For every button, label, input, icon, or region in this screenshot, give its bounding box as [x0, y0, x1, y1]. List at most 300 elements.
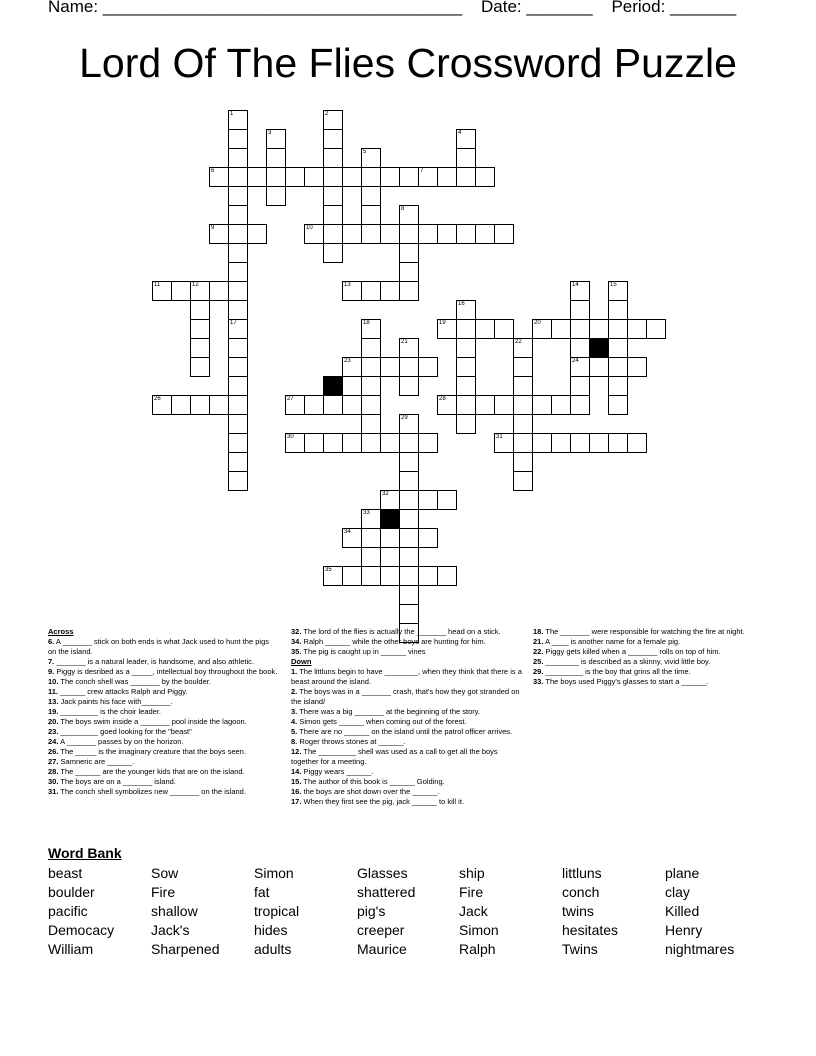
grid-cell[interactable]	[437, 566, 457, 586]
grid-cell[interactable]	[456, 414, 476, 434]
clue-number: 25	[325, 377, 332, 383]
grid-cell[interactable]	[437, 395, 457, 415]
clue-number: 19	[439, 320, 446, 326]
grid-cell[interactable]	[323, 186, 343, 206]
grid-cell[interactable]	[380, 167, 400, 187]
grid-cell[interactable]	[399, 167, 419, 187]
grid-cell[interactable]	[551, 433, 571, 453]
word-bank-word: Sharpened	[151, 941, 220, 957]
grid-cell[interactable]	[399, 509, 419, 529]
grid-cell[interactable]	[399, 414, 419, 434]
clue-item	[48, 717, 278, 727]
grid-cell[interactable]	[570, 319, 590, 339]
clue-item	[291, 787, 523, 797]
grid-cell[interactable]	[608, 395, 628, 415]
grid-cell[interactable]	[456, 167, 476, 187]
word-bank-word: hesitates	[562, 922, 619, 938]
grid-cell[interactable]	[342, 167, 362, 187]
grid-cell[interactable]	[228, 452, 248, 472]
clue-number: 24	[572, 358, 579, 364]
grid-cell[interactable]	[247, 224, 267, 244]
grid-cell[interactable]	[513, 338, 533, 358]
grid-cell[interactable]	[152, 281, 172, 301]
grid-cell[interactable]	[342, 224, 362, 244]
clue-item	[533, 637, 765, 647]
grid-cell[interactable]	[228, 205, 248, 225]
clue-item	[533, 657, 765, 667]
grid-cell[interactable]	[570, 338, 590, 358]
clue-number-label: 8.	[291, 737, 298, 746]
clue-text: The boys are on a _______ island.	[58, 777, 176, 786]
clue-number: 18	[363, 320, 370, 326]
grid-cell[interactable]	[228, 338, 248, 358]
grid-cell[interactable]	[190, 357, 210, 377]
grid-cell[interactable]	[228, 110, 248, 130]
grid-cell[interactable]	[456, 224, 476, 244]
word-bank-word: Maurice	[357, 941, 407, 957]
grid-cell[interactable]	[456, 319, 476, 339]
grid-cell[interactable]	[418, 167, 438, 187]
grid-cell[interactable]	[456, 376, 476, 396]
clue-item	[291, 647, 523, 657]
clue-number-label: 25.	[533, 657, 544, 666]
grid-cell[interactable]	[399, 452, 419, 472]
grid-cell[interactable]	[380, 490, 400, 510]
grid-cell[interactable]	[589, 433, 609, 453]
clue-number: 28	[439, 396, 446, 402]
grid-cell[interactable]	[475, 167, 495, 187]
grid-cell[interactable]	[228, 414, 248, 434]
grid-cell[interactable]	[380, 433, 400, 453]
grid-cell[interactable]	[532, 433, 552, 453]
grid-cell[interactable]	[589, 357, 609, 377]
grid-cell[interactable]	[570, 300, 590, 320]
clue-number-label: 3.	[291, 707, 298, 716]
grid-cell[interactable]	[228, 129, 248, 149]
grid-cell[interactable]	[570, 357, 590, 377]
grid-cell[interactable]	[437, 490, 457, 510]
grid-cell[interactable]	[323, 205, 343, 225]
grid-cell[interactable]	[361, 433, 381, 453]
grid-cell[interactable]	[399, 433, 419, 453]
grid-cell[interactable]	[399, 604, 419, 624]
clue-number-label: 24.	[48, 737, 59, 746]
word-bank-word: William	[48, 941, 94, 957]
clue-item	[533, 667, 765, 677]
grid-cell[interactable]	[475, 224, 495, 244]
grid-cell[interactable]	[209, 281, 229, 301]
clue-text: Simon gets ______ when coming out of the forest.	[297, 717, 467, 726]
clue-text: The conch shell was _______ by the boulder.	[58, 677, 211, 686]
clue-number: 22	[515, 339, 522, 345]
clue-number: 30	[287, 434, 294, 440]
grid-cell[interactable]	[399, 490, 419, 510]
grid-cell[interactable]	[608, 433, 628, 453]
grid-cell[interactable]	[304, 433, 324, 453]
clue-text: The boys swim inside a _______ pool inside the lagoon.	[58, 717, 247, 726]
grid-cell[interactable]	[418, 490, 438, 510]
clue-item	[291, 717, 523, 727]
clue-number-label: 32.	[291, 627, 302, 636]
grid-cell[interactable]	[513, 414, 533, 434]
grid-cell[interactable]	[361, 566, 381, 586]
grid-cell[interactable]	[570, 395, 590, 415]
grid-cell[interactable]	[266, 129, 286, 149]
clue-number: 33	[363, 510, 370, 516]
grid-cell[interactable]	[228, 300, 248, 320]
clue-number: 32	[382, 491, 389, 497]
word-bank-word: Sow	[151, 865, 179, 881]
grid-cell[interactable]	[380, 281, 400, 301]
grid-cell[interactable]	[190, 300, 210, 320]
grid-cell[interactable]	[361, 186, 381, 206]
grid-cell[interactable]	[399, 376, 419, 396]
grid-cell[interactable]	[228, 224, 248, 244]
grid-cell[interactable]	[171, 395, 191, 415]
grid-cell[interactable]	[323, 110, 343, 130]
clue-text: The _____ is the imaginary creature that the boys seen.	[58, 747, 246, 756]
grid-cell[interactable]	[228, 395, 248, 415]
grid-cell[interactable]	[361, 376, 381, 396]
grid-cell[interactable]	[589, 319, 609, 339]
grid-cell[interactable]	[323, 395, 343, 415]
grid-cell[interactable]	[418, 566, 438, 586]
grid-cell[interactable]	[323, 148, 343, 168]
clue-item	[48, 747, 278, 757]
clue-number-label: 1.	[291, 667, 298, 676]
grid-cell[interactable]	[399, 585, 419, 605]
grid-cell[interactable]	[608, 319, 628, 339]
grid-cell[interactable]	[323, 224, 343, 244]
period-field[interactable]: Period: _______	[611, 0, 737, 16]
clue-number-label: 10.	[48, 677, 59, 686]
grid-cell[interactable]	[361, 528, 381, 548]
grid-cell[interactable]	[228, 319, 248, 339]
grid-cell[interactable]	[494, 433, 514, 453]
clue-item	[291, 797, 523, 807]
grid-cell[interactable]	[190, 338, 210, 358]
word-bank-word: pig's	[357, 903, 386, 919]
word-bank-column	[357, 864, 415, 959]
clue-item	[291, 727, 523, 737]
clue-number: 1	[230, 111, 234, 117]
clue-number-label: 22.	[533, 647, 544, 656]
grid-cell[interactable]	[304, 167, 324, 187]
clue-number-label: 30.	[48, 777, 59, 786]
clue-text: A _______ stick on both ends is what Jack used to hunt the pigs on the island.	[48, 637, 269, 656]
clue-number: 16	[458, 301, 465, 307]
grid-cell[interactable]	[418, 357, 438, 377]
word-bank-word: shallow	[151, 903, 198, 919]
grid-cell[interactable]	[380, 224, 400, 244]
grid-cell[interactable]	[399, 262, 419, 282]
grid-cell[interactable]	[494, 319, 514, 339]
word-bank-word: Simon	[459, 922, 499, 938]
clue-item	[291, 627, 523, 637]
clue-text: A ____ is another name for a female pig.	[543, 637, 681, 646]
clue-number-label: 15.	[291, 777, 302, 786]
grid-cell[interactable]	[513, 357, 533, 377]
grid-cell[interactable]	[437, 224, 457, 244]
clue-item	[48, 657, 278, 667]
black-cell	[589, 338, 609, 358]
grid-cell[interactable]	[475, 395, 495, 415]
clue-item	[533, 677, 765, 687]
grid-cell[interactable]	[456, 395, 476, 415]
grid-cell[interactable]	[418, 224, 438, 244]
grid-cell[interactable]	[342, 395, 362, 415]
clue-number-label: 33.	[533, 677, 544, 686]
word-bank-column	[48, 864, 114, 959]
grid-cell[interactable]	[437, 167, 457, 187]
grid-cell[interactable]	[361, 414, 381, 434]
grid-cell[interactable]	[361, 338, 381, 358]
grid-cell[interactable]	[361, 547, 381, 567]
clue-text: There are no ______ on the island until the patrol officer arrives.	[297, 727, 513, 736]
grid-cell[interactable]	[608, 300, 628, 320]
black-cell	[380, 509, 400, 529]
word-bank-word: creeper	[357, 922, 405, 938]
clue-item	[48, 677, 278, 687]
grid-cell[interactable]	[456, 300, 476, 320]
clue-item	[48, 767, 278, 777]
word-bank-word: clay	[665, 884, 690, 900]
grid-cell[interactable]	[456, 148, 476, 168]
grid-cell[interactable]	[209, 224, 229, 244]
grid-cell[interactable]	[361, 357, 381, 377]
clue-item	[291, 777, 523, 787]
clue-text: A _______ passes by on the horizon.	[58, 737, 184, 746]
grid-cell[interactable]	[399, 338, 419, 358]
grid-cell[interactable]	[304, 224, 324, 244]
grid-cell[interactable]	[456, 338, 476, 358]
grid-cell[interactable]	[608, 376, 628, 396]
grid-cell[interactable]	[190, 319, 210, 339]
clue-item	[533, 627, 765, 637]
grid-cell[interactable]	[513, 471, 533, 491]
clue-number: 5	[363, 149, 367, 155]
clue-number: 21	[401, 339, 408, 345]
clue-item	[48, 737, 278, 747]
grid-cell[interactable]	[399, 243, 419, 263]
grid-cell[interactable]	[228, 262, 248, 282]
grid-cell[interactable]	[190, 395, 210, 415]
grid-cell[interactable]	[456, 357, 476, 377]
clue-item	[291, 707, 523, 717]
clue-text: There was a big _______ at the beginning of the story.	[297, 707, 481, 716]
clue-text: Piggy wears ______.	[301, 767, 374, 776]
grid-cell[interactable]	[627, 319, 647, 339]
grid-cell[interactable]	[342, 357, 362, 377]
clue-text: Samneric are ______.	[58, 757, 135, 766]
clue-text: The boys used Piggy's glasses to start a ______.	[543, 677, 709, 686]
word-bank-word: Killed	[665, 903, 700, 919]
grid-cell[interactable]	[152, 395, 172, 415]
grid-cell[interactable]	[399, 566, 419, 586]
grid-cell[interactable]	[437, 319, 457, 339]
clue-number: 7	[420, 168, 424, 174]
grid-cell[interactable]	[551, 319, 571, 339]
grid-cell[interactable]	[342, 528, 362, 548]
grid-cell[interactable]	[228, 471, 248, 491]
clue-text: _________ is the choir leader.	[58, 707, 162, 716]
clue-text: The conch shell symbolizes new _______ on the island.	[58, 787, 246, 796]
grid-cell[interactable]	[513, 395, 533, 415]
grid-cell[interactable]	[608, 281, 628, 301]
grid-cell[interactable]	[399, 205, 419, 225]
grid-cell[interactable]	[551, 395, 571, 415]
grid-cell[interactable]	[418, 433, 438, 453]
grid-cell[interactable]	[570, 376, 590, 396]
clue-item	[48, 727, 278, 737]
clue-item	[48, 637, 278, 657]
grid-cell[interactable]	[228, 281, 248, 301]
grid-cell[interactable]	[228, 433, 248, 453]
grid-cell[interactable]	[399, 281, 419, 301]
clue-item	[48, 687, 278, 697]
clue-number-label: 12.	[291, 747, 302, 756]
grid-cell[interactable]	[228, 148, 248, 168]
clue-item	[48, 777, 278, 787]
clue-number: 4	[458, 130, 462, 136]
grid-cell[interactable]	[323, 566, 343, 586]
clue-item	[291, 767, 523, 777]
grid-cell[interactable]	[380, 357, 400, 377]
word-bank-column	[562, 864, 618, 959]
clue-text: The ______ are the younger kids that are on the island.	[58, 767, 245, 776]
grid-cell[interactable]	[266, 167, 286, 187]
word-bank-word: Henry	[665, 922, 703, 938]
grid-cell[interactable]	[418, 528, 438, 548]
grid-cell[interactable]	[513, 376, 533, 396]
grid-cell[interactable]	[323, 243, 343, 263]
clue-text: The _______ were responsible for watching the fire at night.	[543, 627, 745, 636]
grid-cell[interactable]	[361, 395, 381, 415]
grid-cell[interactable]	[399, 224, 419, 244]
grid-cell[interactable]	[285, 433, 305, 453]
grid-cell[interactable]	[399, 528, 419, 548]
grid-cell[interactable]	[361, 281, 381, 301]
word-bank-column	[151, 864, 220, 959]
grid-cell[interactable]	[342, 281, 362, 301]
grid-cell[interactable]	[190, 281, 210, 301]
grid-cell[interactable]	[361, 509, 381, 529]
grid-cell[interactable]	[532, 395, 552, 415]
grid-cell[interactable]	[399, 471, 419, 491]
grid-cell[interactable]	[228, 167, 248, 187]
grid-cell[interactable]	[247, 167, 267, 187]
grid-cell[interactable]	[342, 566, 362, 586]
grid-cell[interactable]	[361, 167, 381, 187]
clue-text: Roger throws stones at ______.	[297, 737, 406, 746]
grid-cell[interactable]	[570, 281, 590, 301]
word-bank-title: Word Bank	[48, 845, 122, 861]
word-bank-word: beast	[48, 865, 83, 881]
grid-cell[interactable]	[361, 224, 381, 244]
grid-cell[interactable]	[361, 148, 381, 168]
grid-cell[interactable]	[285, 395, 305, 415]
clue-text: Jack paints his face with_______.	[58, 697, 173, 706]
word-bank-word: Jack's	[151, 922, 190, 938]
grid-cell[interactable]	[570, 433, 590, 453]
grid-cell[interactable]	[380, 566, 400, 586]
clue-number: 26	[154, 396, 161, 402]
grid-cell[interactable]	[285, 167, 305, 187]
grid-cell[interactable]	[608, 338, 628, 358]
clue-text: Piggy gets killed when a _______ rolls on top of him.	[543, 647, 721, 656]
clue-number-label: 31.	[48, 787, 59, 796]
clue-number: 2	[325, 111, 329, 117]
grid-cell[interactable]	[361, 205, 381, 225]
clue-number-label: 27.	[48, 757, 59, 766]
grid-cell[interactable]	[513, 452, 533, 472]
grid-cell[interactable]	[209, 395, 229, 415]
grid-cell[interactable]	[361, 319, 381, 339]
clue-number-label: 4.	[291, 717, 298, 726]
clue-number: 9	[211, 225, 215, 231]
clue-text: The lord of the flies is actually the _______ head on a stick.	[301, 627, 501, 636]
clue-number: 12	[192, 282, 199, 288]
clue-item	[48, 707, 278, 717]
grid-cell[interactable]	[171, 281, 191, 301]
grid-cell[interactable]	[323, 167, 343, 187]
word-bank-word: Twins	[562, 941, 598, 957]
grid-cell[interactable]	[494, 224, 514, 244]
grid-cell[interactable]	[646, 319, 666, 339]
clue-text: _________ is the boy that grins all the time.	[543, 667, 691, 676]
down-heading: Down	[291, 657, 312, 666]
word-bank-word: twins	[562, 903, 594, 919]
grid-cell[interactable]	[627, 357, 647, 377]
grid-cell[interactable]	[513, 433, 533, 453]
clue-number-label: 35.	[291, 647, 302, 656]
grid-cell[interactable]	[228, 186, 248, 206]
grid-cell[interactable]	[456, 129, 476, 149]
grid-cell[interactable]	[532, 319, 552, 339]
grid-cell[interactable]	[627, 433, 647, 453]
clue-number-label: 18.	[533, 627, 544, 636]
grid-cell[interactable]	[399, 547, 419, 567]
word-bank-word: nightmares	[665, 941, 735, 957]
grid-cell[interactable]	[342, 433, 362, 453]
date-field[interactable]: Date: _______	[480, 0, 593, 16]
grid-cell[interactable]	[304, 395, 324, 415]
clue-number-label: 21.	[533, 637, 544, 646]
clues-column-2	[291, 627, 523, 807]
name-field[interactable]: Name: ______________________________________	[48, 0, 463, 16]
grid-cell[interactable]	[475, 319, 495, 339]
page-title: Lord Of The Flies Crossword Puzzle	[79, 40, 737, 86]
grid-cell[interactable]	[209, 167, 229, 187]
clue-text: _______ is a natural leader, is handsome, and also athletic.	[54, 657, 254, 666]
clue-item	[291, 637, 523, 647]
grid-cell[interactable]	[399, 357, 419, 377]
grid-cell[interactable]	[608, 357, 628, 377]
grid-cell[interactable]	[380, 528, 400, 548]
grid-cell[interactable]	[266, 148, 286, 168]
grid-cell[interactable]	[228, 243, 248, 263]
clue-item	[291, 667, 523, 687]
grid-cell[interactable]	[228, 357, 248, 377]
clue-item	[48, 787, 278, 797]
clue-text: ______ crew attacks Ralph and Piggy.	[58, 687, 188, 696]
grid-cell[interactable]	[323, 129, 343, 149]
grid-cell[interactable]	[266, 186, 286, 206]
word-bank-word: Fire	[151, 884, 176, 900]
grid-cell[interactable]	[228, 376, 248, 396]
grid-cell[interactable]	[494, 395, 514, 415]
grid-cell[interactable]	[323, 433, 343, 453]
